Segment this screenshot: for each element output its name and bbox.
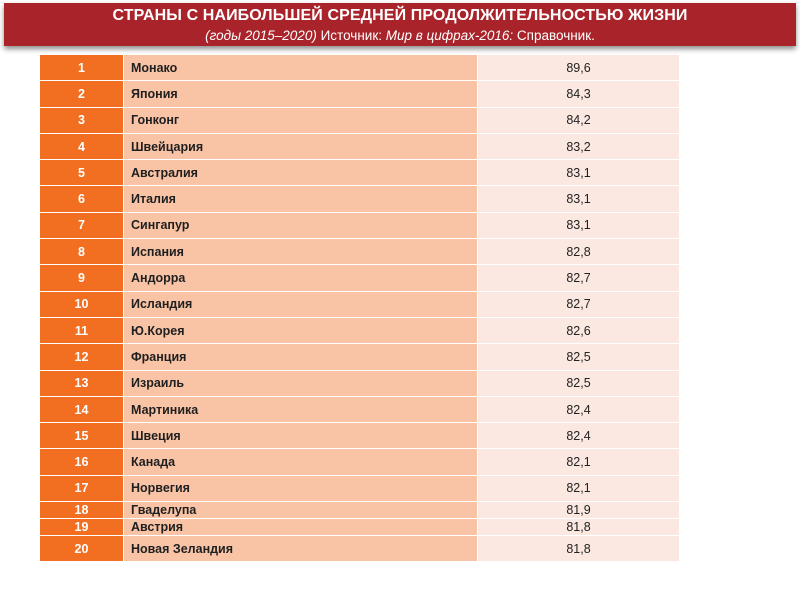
rank-cell: 16 <box>40 449 124 475</box>
page-subtitle <box>4 27 796 44</box>
country-cell: Монако <box>124 55 478 81</box>
page-title: СТРАНЫ С НАИБОЛЬШЕЙ СРЕДНЕЙ ПРОДОЛЖИТЕЛЬНОСТЬЮ ЖИЗНИ <box>112 7 688 24</box>
value-cell: 83,1 <box>478 160 680 186</box>
country-cell: Франция <box>124 344 478 370</box>
value-cell: 82,1 <box>478 449 680 475</box>
country-cell: Ю.Корея <box>124 317 478 343</box>
country-cell: Испания <box>124 239 478 265</box>
value-cell: 82,6 <box>478 317 680 343</box>
rank-cell: 13 <box>40 370 124 396</box>
country-cell: Норвегия <box>124 475 478 501</box>
rank-cell: 9 <box>40 265 124 291</box>
country-cell: Япония <box>124 81 478 107</box>
table-row <box>40 519 680 536</box>
table-row <box>40 81 680 107</box>
value-cell: 82,5 <box>478 344 680 370</box>
table-row <box>40 370 680 396</box>
table-row <box>40 344 680 370</box>
table-row <box>40 107 680 133</box>
value-cell: 83,1 <box>478 212 680 238</box>
subtitle-source-label: Источник: <box>320 28 382 43</box>
value-cell: 82,8 <box>478 239 680 265</box>
country-cell: Австралия <box>124 160 478 186</box>
table-row <box>40 423 680 449</box>
table-row <box>40 212 680 238</box>
country-cell: Швеция <box>124 423 478 449</box>
value-cell: 84,2 <box>478 107 680 133</box>
country-cell: Исландия <box>124 291 478 317</box>
table-row <box>40 317 680 343</box>
value-cell: 82,7 <box>478 291 680 317</box>
country-cell: Мартиника <box>124 396 478 422</box>
country-cell: Гонконг <box>124 107 478 133</box>
subtitle-source-title: Мир в цифрах-2016: <box>385 28 514 43</box>
country-cell: Сингапур <box>124 212 478 238</box>
rank-cell: 1 <box>40 55 124 81</box>
country-cell: Новая Зеландия <box>124 536 478 562</box>
table-row <box>40 502 680 519</box>
table-body <box>40 55 680 562</box>
table-row <box>40 536 680 562</box>
rank-cell: 8 <box>40 239 124 265</box>
value-cell: 82,1 <box>478 475 680 501</box>
country-cell: Израиль <box>124 370 478 396</box>
country-cell: Канада <box>124 449 478 475</box>
rank-cell: 3 <box>40 107 124 133</box>
rank-cell: 2 <box>40 81 124 107</box>
rank-cell: 17 <box>40 475 124 501</box>
country-cell: Швейцария <box>124 133 478 159</box>
rank-cell: 11 <box>40 317 124 343</box>
rank-cell: 19 <box>40 519 124 536</box>
life-expectancy-table <box>39 54 680 562</box>
rank-cell: 15 <box>40 423 124 449</box>
value-cell: 81,8 <box>478 536 680 562</box>
value-cell: 82,7 <box>478 265 680 291</box>
table-row <box>40 160 680 186</box>
table-row <box>40 239 680 265</box>
table-row <box>40 133 680 159</box>
country-cell: Австрия <box>124 519 478 536</box>
rank-cell: 4 <box>40 133 124 159</box>
table-row <box>40 186 680 212</box>
table-row <box>40 396 680 422</box>
header-banner <box>4 3 796 46</box>
value-cell: 82,5 <box>478 370 680 396</box>
value-cell: 81,9 <box>478 502 680 519</box>
value-cell: 84,3 <box>478 81 680 107</box>
value-cell: 82,4 <box>478 423 680 449</box>
rank-cell: 6 <box>40 186 124 212</box>
rank-cell: 18 <box>40 502 124 519</box>
rank-cell: 12 <box>40 344 124 370</box>
country-cell: Гваделупа <box>124 502 478 519</box>
rank-cell: 14 <box>40 396 124 422</box>
rank-cell: 5 <box>40 160 124 186</box>
table-row <box>40 291 680 317</box>
table-row <box>40 449 680 475</box>
subtitle-years: (годы 2015–2020) <box>205 28 317 43</box>
country-cell: Андорра <box>124 265 478 291</box>
value-cell: 81,8 <box>478 519 680 536</box>
value-cell: 82,4 <box>478 396 680 422</box>
value-cell: 83,1 <box>478 186 680 212</box>
country-cell: Италия <box>124 186 478 212</box>
value-cell: 83,2 <box>478 133 680 159</box>
table-row <box>40 55 680 81</box>
table-row <box>40 265 680 291</box>
value-cell: 89,6 <box>478 55 680 81</box>
rank-cell: 10 <box>40 291 124 317</box>
rank-cell: 7 <box>40 212 124 238</box>
rank-cell: 20 <box>40 536 124 562</box>
table-row <box>40 475 680 501</box>
subtitle-source-type: Справочник. <box>516 28 595 43</box>
